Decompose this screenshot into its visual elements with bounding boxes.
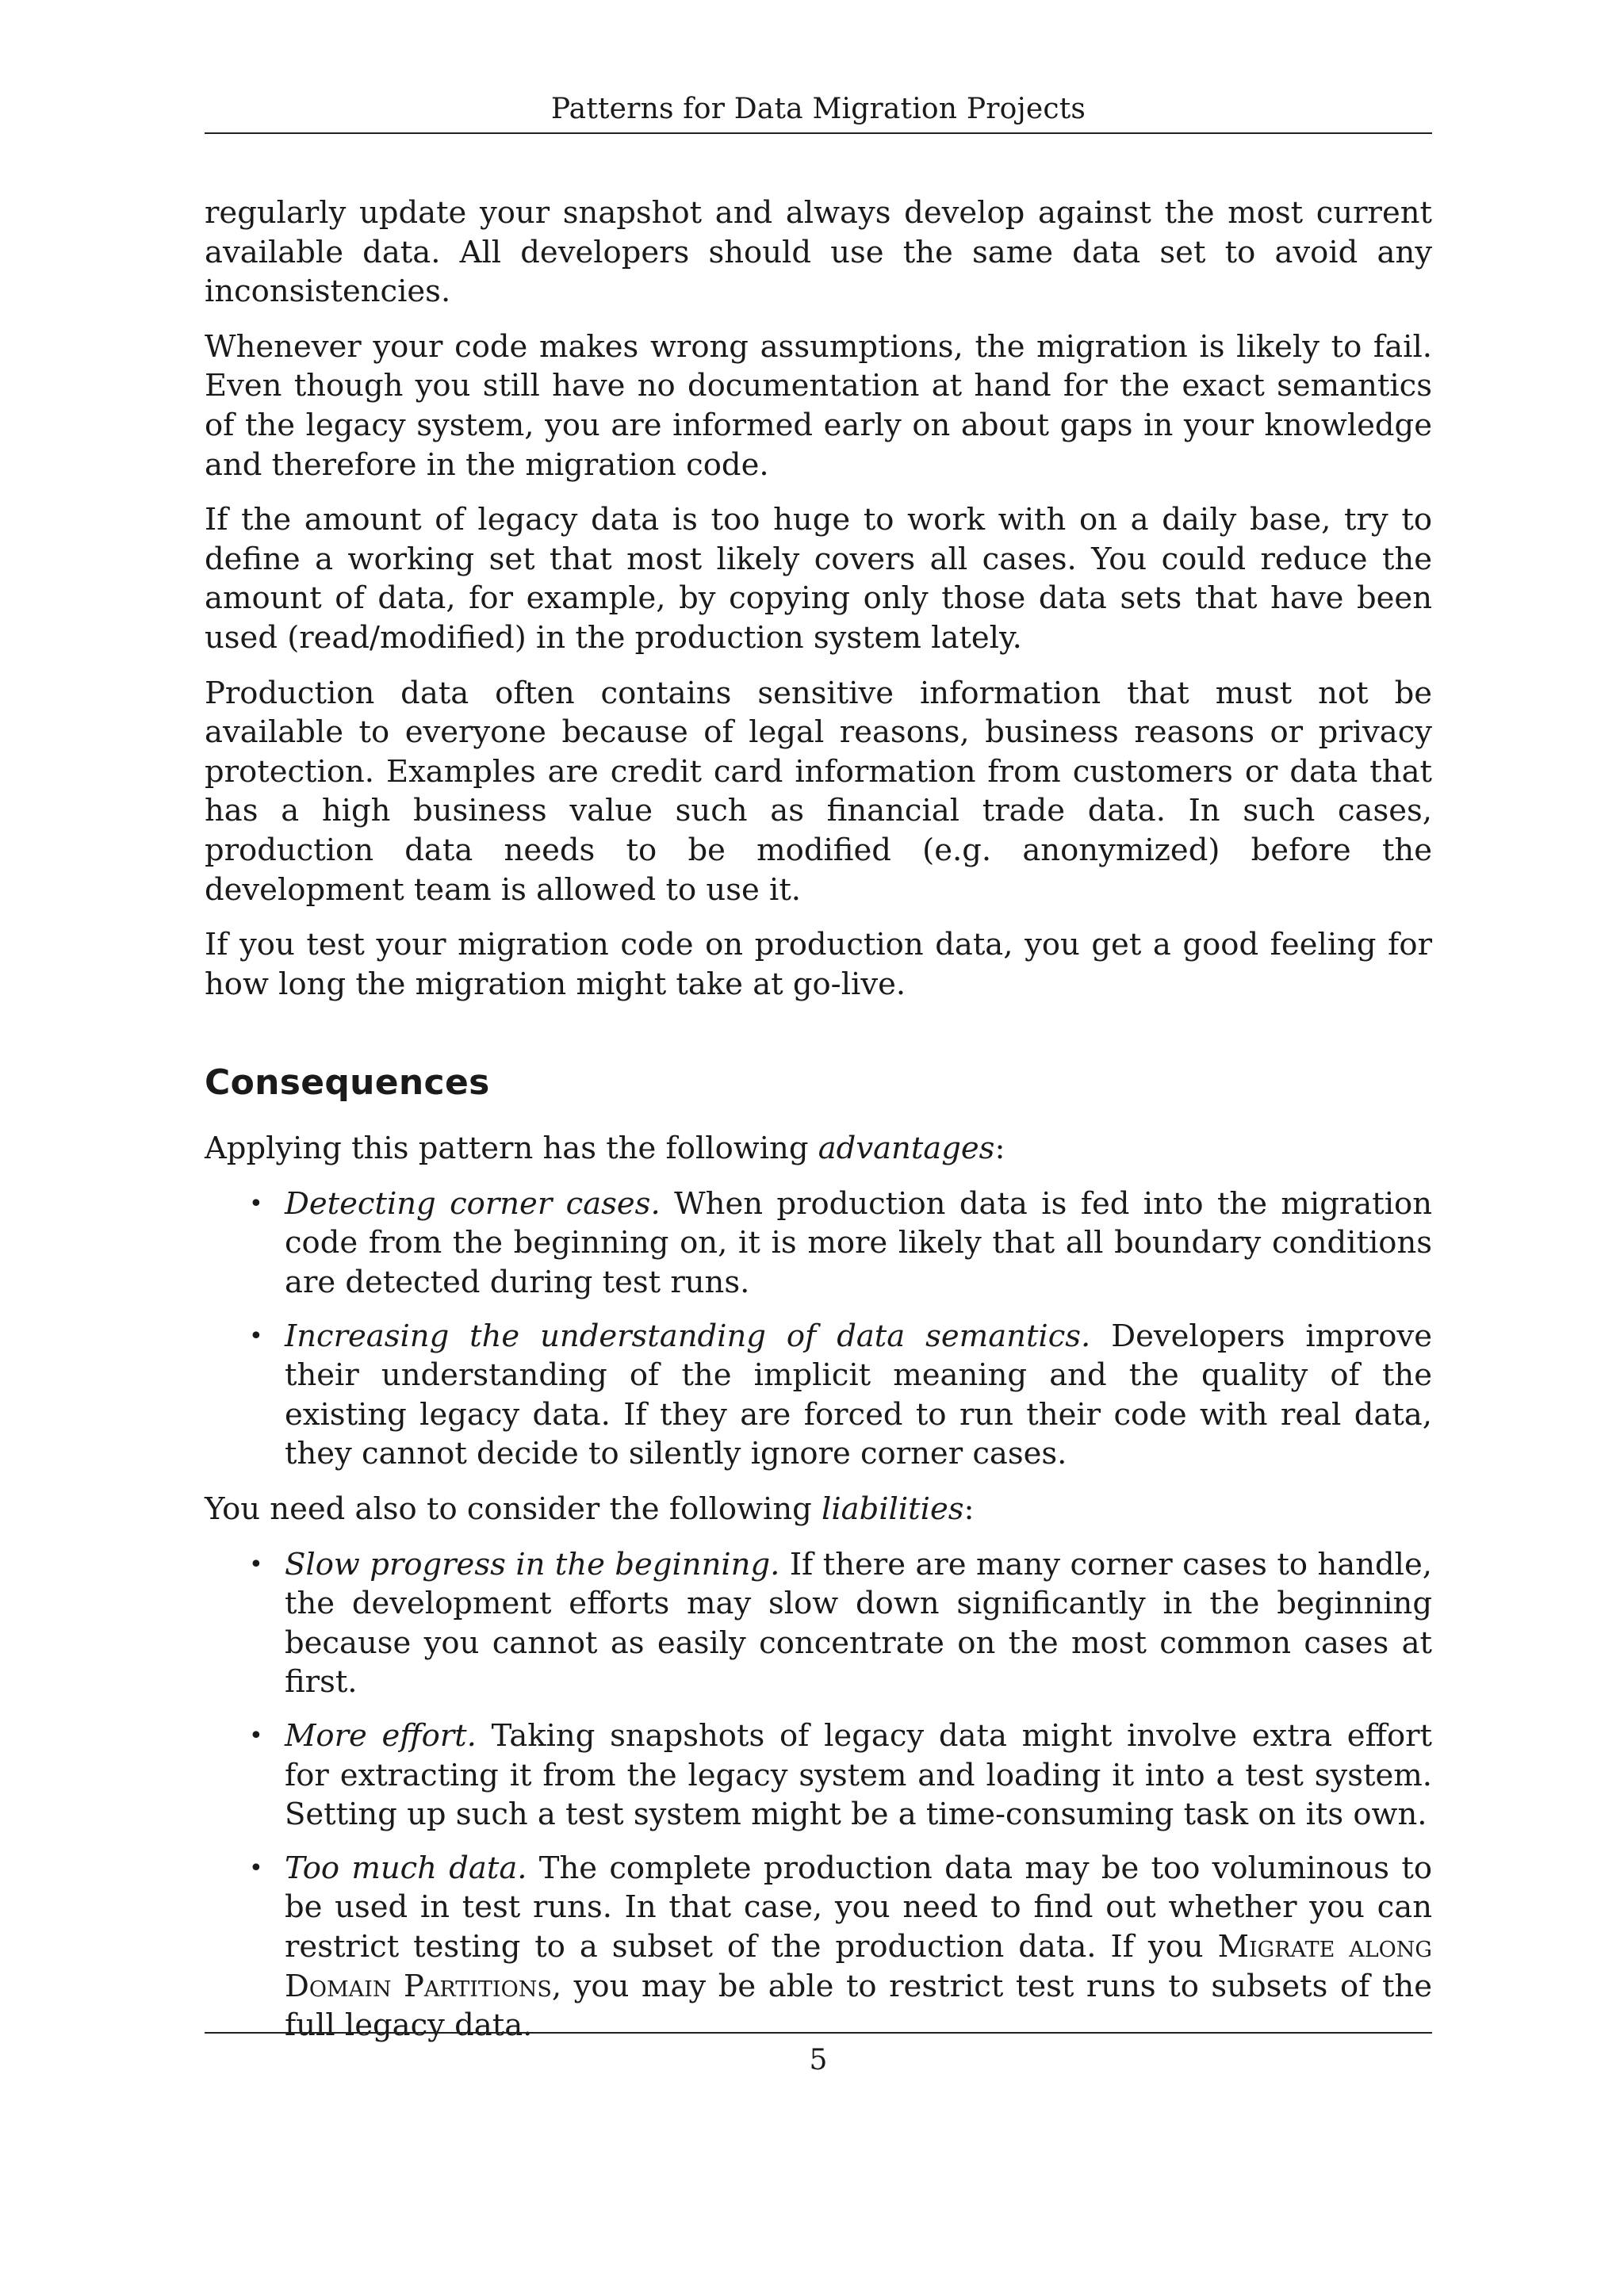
bullet-icon: •: [249, 1722, 263, 1750]
paragraph: If you test your migration code on production data, you get a good feeling for how long the migration might take at go-live.: [205, 927, 1432, 1002]
header-rule: [205, 132, 1432, 134]
item-text: Developers improve their understanding of the implicit meaning and the quality of the existing legacy data. If they are forced to run their code with real data, they cannot decide to silently ignore corner cases.: [285, 1318, 1432, 1472]
advantages-list: [205, 1184, 1432, 1474]
list-item: [205, 1317, 1432, 1474]
main-text: [205, 193, 1432, 2061]
item-text: Taking snapshots of legacy data might involve extra effort for extracting it from the legacy system and loading it into a test system. Setting up such a test system might be a time-consuming task on its own.: [285, 1718, 1432, 1833]
running-header: Patterns for Data Migration Projects: [550, 93, 1086, 125]
page-number: 5: [809, 2044, 828, 2076]
footer-rule: [205, 2032, 1432, 2034]
bullet-icon: •: [249, 1854, 263, 1882]
intro-punct: :: [994, 1131, 1005, 1167]
list-item: [205, 1716, 1432, 1835]
item-text: The complete production data may be too voluminous to be used in test runs. In that case, you need to find out whether you can restrict testing to a subset of the production data. If you: [285, 1850, 1432, 1965]
paragraph: Production data often contains sensitive information that must not be available to everyone because of legal reasons, business reasons or privacy protection. Examples are credit card information from customers or data that has a high business value such as financial trade data. In such cases, production data needs to be modified (e.g. anonymized) before the development team is allowed to use it.: [205, 675, 1432, 908]
advantages-intro: [205, 1129, 1432, 1169]
intro-term: liabilities: [822, 1491, 964, 1528]
bullet-icon: •: [249, 1189, 263, 1218]
item-term: Increasing the understanding of data semantics.: [285, 1318, 1091, 1354]
pattern-reference: Migrate along Domain Partitions: [285, 1928, 1432, 2004]
paragraph: regularly update your snapshot and always develop against the most current available data. All developers should use the same data set to avoid any inconsistencies.: [205, 195, 1432, 310]
list-item: [205, 1849, 1432, 2045]
paragraph: If the amount of legacy data is too huge to work with on a daily base, try to define a working set that most likely covers all cases. You could reduce the amount of data, for example, by copying only those data sets that have been used (read/modified) in the production system lately.: [205, 502, 1432, 656]
liabilities-list: [205, 1545, 1432, 2045]
intro-text: You need also to consider the following: [205, 1491, 822, 1528]
item-term: More effort.: [285, 1718, 477, 1754]
item-text: , you may be able to restrict test runs to subsets of the full legacy data.: [285, 1968, 1432, 2044]
paragraph: Whenever your code makes wrong assumptions, the migration is likely to fail. Even though you still have no documentation at hand for the exact semantics of the legacy system, you are informed early on about gaps in your knowledge and therefore in the migration code.: [205, 328, 1432, 483]
item-term: Slow progress in the beginning.: [285, 1546, 780, 1582]
liabilities-intro: [205, 1490, 1432, 1529]
section-heading-consequences: Consequences: [205, 1062, 490, 1104]
bullet-icon: •: [249, 1550, 263, 1578]
intro-term: advantages: [818, 1131, 995, 1167]
intro-text: Applying this pattern has the following: [205, 1131, 818, 1167]
item-text: If there are many corner cases to handle, the development efforts may slow down significantly in the beginning because you cannot as easily concentrate on the most common cases at first.: [285, 1546, 1433, 1701]
list-item: [205, 1545, 1432, 1702]
item-text: When production data is fed into the migration code from the beginning on, it is more likely that all boundary conditions are detected during test runs.: [285, 1185, 1432, 1301]
intro-punct: :: [963, 1491, 975, 1528]
list-item: [205, 1184, 1432, 1303]
item-term: Detecting corner cases.: [285, 1185, 661, 1222]
bullet-icon: •: [249, 1322, 263, 1350]
item-term: Too much data.: [285, 1850, 527, 1886]
